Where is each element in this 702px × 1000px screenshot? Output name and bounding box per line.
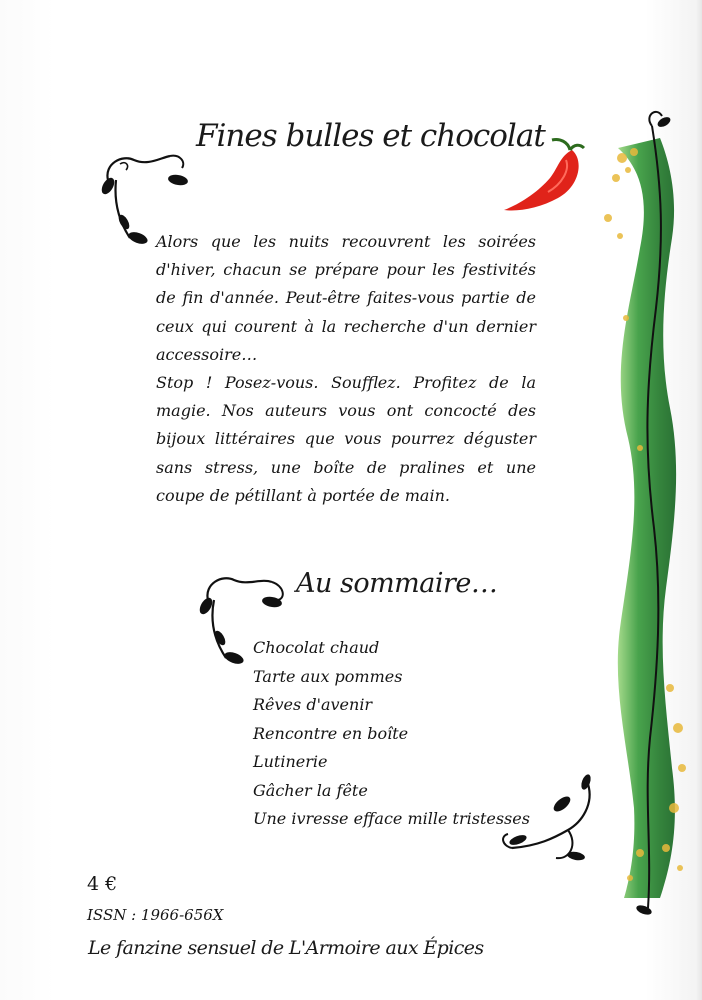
page-title: Fines bulles et chocolat xyxy=(196,118,545,154)
toc-item: Chocolat chaud xyxy=(253,638,380,657)
vine-leaf xyxy=(635,904,653,917)
chili-stem xyxy=(552,139,584,150)
green-ribbon-illustration xyxy=(600,108,700,918)
intro-paragraph-2: Stop ! Posez-vous. Soufflez. Profitez de la magie. Nos auteurs vous ont concocté des bijoux littéraires que vous pourrez déguster sans stress, une boîte de pralines et une coupe de pétillant à portée de main. xyxy=(156,373,536,505)
toc-item: Lutinerie xyxy=(253,752,328,771)
issn-label: ISSN : 1966-656X xyxy=(87,906,224,924)
sommaire-heading: Au sommaire… xyxy=(296,568,498,599)
table-of-contents xyxy=(253,634,530,834)
price-label: 4 € xyxy=(87,873,118,895)
toc-item: Gâcher la fête xyxy=(253,780,368,800)
intro-text xyxy=(156,228,536,510)
toc-item: Rencontre en boîte xyxy=(253,723,409,743)
vine-leaf xyxy=(656,115,672,129)
toc-item: Une ivresse efface mille tristesses xyxy=(253,809,530,828)
chili-body xyxy=(504,150,579,211)
toc-item: Rêves d'avenir xyxy=(253,695,373,714)
fanzine-tagline: Le fanzine sensuel de L'Armoire aux Épices xyxy=(88,937,484,959)
toc-item: Tarte aux pommes xyxy=(253,666,403,686)
intro-paragraph-1: Alors que les nuits recouvrent les soirées d'hiver, chacun se prépare pour les festivités de fin d'année. Peut-être faites-vous partie de ceux qui courent à la recherche d'un dernier accessoire… xyxy=(156,232,536,364)
